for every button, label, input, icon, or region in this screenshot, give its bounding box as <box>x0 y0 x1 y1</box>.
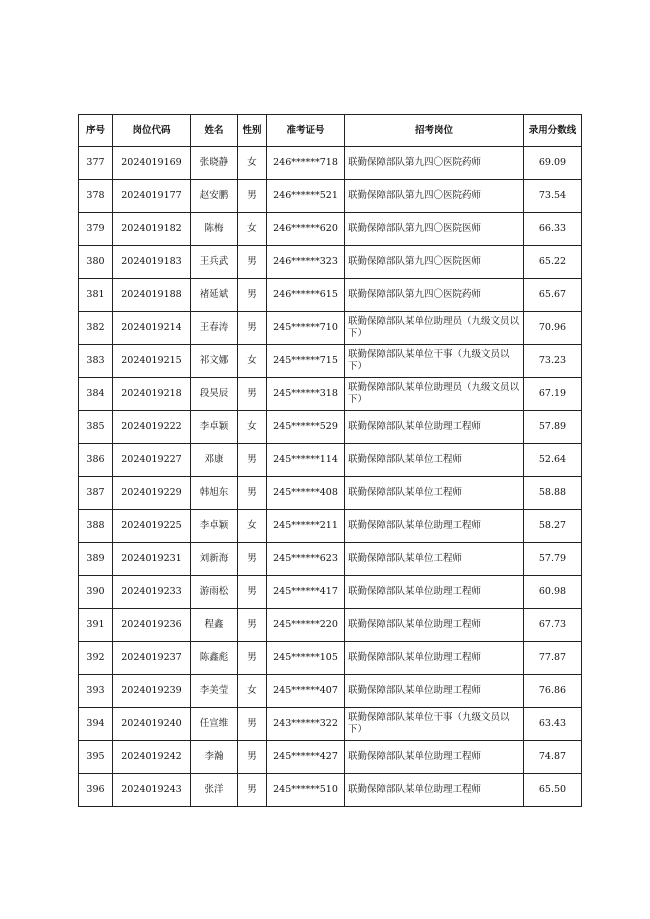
score-line-cell: 57.89 <box>524 411 582 444</box>
header-row <box>79 115 582 147</box>
serial-cell: 385 <box>79 411 113 444</box>
gender-cell: 男 <box>238 609 267 642</box>
gender-cell: 女 <box>238 147 267 180</box>
post-code-cell: 2024019225 <box>113 510 191 543</box>
post-code-cell: 2024019229 <box>113 477 191 510</box>
serial-cell: 379 <box>79 213 113 246</box>
post-code-cell: 2024019218 <box>113 378 191 411</box>
recruit-post-cell: 联勤保障部队某单位助理工程师 <box>345 675 524 708</box>
ticket-number-cell: 245******715 <box>267 345 345 378</box>
table-row <box>79 675 582 708</box>
recruit-post-cell: 联勤保障部队某单位助理工程师 <box>345 642 524 675</box>
ticket-number-cell: 245******105 <box>267 642 345 675</box>
post-code-cell: 2024019227 <box>113 444 191 477</box>
ticket-number-cell: 246******323 <box>267 246 345 279</box>
gender-cell: 女 <box>238 675 267 708</box>
ticket-number-cell: 245******529 <box>267 411 345 444</box>
score-line-cell: 65.67 <box>524 279 582 312</box>
score-line-cell: 70.96 <box>524 312 582 345</box>
serial-cell: 389 <box>79 543 113 576</box>
serial-cell: 387 <box>79 477 113 510</box>
name-cell: 陈鑫彪 <box>191 642 238 675</box>
gender-cell: 男 <box>238 312 267 345</box>
table-row <box>79 444 582 477</box>
recruit-post-cell: 联勤保障部队某单位助理工程师 <box>345 411 524 444</box>
gender-cell: 女 <box>238 213 267 246</box>
score-line-cell: 65.22 <box>524 246 582 279</box>
score-line-cell: 74.87 <box>524 741 582 774</box>
name-cell: 刘新海 <box>191 543 238 576</box>
ticket-number-cell: 245******510 <box>267 774 345 807</box>
name-cell: 张洋 <box>191 774 238 807</box>
score-line-cell: 58.27 <box>524 510 582 543</box>
score-line-cell: 60.98 <box>524 576 582 609</box>
table-row <box>79 510 582 543</box>
score-line-cell: 67.19 <box>524 378 582 411</box>
post-code-cell: 2024019169 <box>113 147 191 180</box>
name-cell: 王春涛 <box>191 312 238 345</box>
serial-cell: 391 <box>79 609 113 642</box>
table-row <box>79 477 582 510</box>
score-line-cell: 67.73 <box>524 609 582 642</box>
serial-cell: 395 <box>79 741 113 774</box>
score-line-cell: 73.23 <box>524 345 582 378</box>
recruit-post-cell: 联勤保障部队第九四〇医院药师 <box>345 147 524 180</box>
table-row <box>79 708 582 741</box>
post-code-cell: 2024019177 <box>113 180 191 213</box>
gender-cell: 女 <box>238 345 267 378</box>
ticket-number-cell: 245******211 <box>267 510 345 543</box>
score-line-cell: 52.64 <box>524 444 582 477</box>
table-row <box>79 378 582 411</box>
name-cell: 陈梅 <box>191 213 238 246</box>
recruit-post-cell: 联勤保障部队某单位工程师 <box>345 477 524 510</box>
header-gender: 性别 <box>238 115 267 147</box>
gender-cell: 男 <box>238 543 267 576</box>
ticket-number-cell: 245******623 <box>267 543 345 576</box>
recruit-post-cell: 联勤保障部队某单位助理工程师 <box>345 510 524 543</box>
score-line-cell: 65.50 <box>524 774 582 807</box>
gender-cell: 男 <box>238 741 267 774</box>
ticket-number-cell: 245******427 <box>267 741 345 774</box>
table-row <box>79 774 582 807</box>
name-cell: 褚延斌 <box>191 279 238 312</box>
recruit-post-cell: 联勤保障部队某单位干事（九级文员以下） <box>345 708 524 741</box>
ticket-number-cell: 245******710 <box>267 312 345 345</box>
serial-cell: 380 <box>79 246 113 279</box>
recruit-post-cell: 联勤保障部队第九四〇医院医师 <box>345 246 524 279</box>
recruit-post-cell: 联勤保障部队第九四〇医院医师 <box>345 213 524 246</box>
gender-cell: 男 <box>238 477 267 510</box>
table-row <box>79 345 582 378</box>
post-code-cell: 2024019243 <box>113 774 191 807</box>
score-line-cell: 76.86 <box>524 675 582 708</box>
table-row <box>79 213 582 246</box>
serial-cell: 396 <box>79 774 113 807</box>
table-row <box>79 279 582 312</box>
recruit-post-cell: 联勤保障部队某单位助理工程师 <box>345 741 524 774</box>
ticket-number-cell: 246******615 <box>267 279 345 312</box>
post-code-cell: 2024019222 <box>113 411 191 444</box>
ticket-number-cell: 245******220 <box>267 609 345 642</box>
table-body <box>79 147 582 807</box>
post-code-cell: 2024019215 <box>113 345 191 378</box>
serial-cell: 382 <box>79 312 113 345</box>
recruit-post-cell: 联勤保障部队某单位助理工程师 <box>345 774 524 807</box>
name-cell: 李瀚 <box>191 741 238 774</box>
recruit-post-cell: 联勤保障部队第九四〇医院药师 <box>345 279 524 312</box>
name-cell: 赵安鹏 <box>191 180 238 213</box>
serial-cell: 393 <box>79 675 113 708</box>
gender-cell: 男 <box>238 708 267 741</box>
serial-cell: 386 <box>79 444 113 477</box>
serial-cell: 377 <box>79 147 113 180</box>
recruit-post-cell: 联勤保障部队某单位工程师 <box>345 444 524 477</box>
gender-cell: 男 <box>238 444 267 477</box>
results-table <box>78 114 582 807</box>
gender-cell: 女 <box>238 411 267 444</box>
table-row <box>79 180 582 213</box>
recruit-post-cell: 联勤保障部队第九四〇医院药师 <box>345 180 524 213</box>
name-cell: 邓康 <box>191 444 238 477</box>
name-cell: 祁文娜 <box>191 345 238 378</box>
name-cell: 张晓静 <box>191 147 238 180</box>
header-post-code: 岗位代码 <box>113 115 191 147</box>
name-cell: 李卓颖 <box>191 510 238 543</box>
gender-cell: 男 <box>238 774 267 807</box>
post-code-cell: 2024019236 <box>113 609 191 642</box>
name-cell: 王兵武 <box>191 246 238 279</box>
recruit-post-cell: 联勤保障部队某单位助理员（九级文员以下） <box>345 312 524 345</box>
ticket-number-cell: 246******521 <box>267 180 345 213</box>
header-ticket-number: 准考证号 <box>267 115 345 147</box>
serial-cell: 394 <box>79 708 113 741</box>
serial-cell: 378 <box>79 180 113 213</box>
name-cell: 任宣维 <box>191 708 238 741</box>
serial-cell: 381 <box>79 279 113 312</box>
recruit-post-cell: 联勤保障部队某单位助理员（九级文员以下） <box>345 378 524 411</box>
recruit-post-cell: 联勤保障部队某单位助理工程师 <box>345 609 524 642</box>
post-code-cell: 2024019239 <box>113 675 191 708</box>
post-code-cell: 2024019240 <box>113 708 191 741</box>
table-row <box>79 411 582 444</box>
score-line-cell: 63.43 <box>524 708 582 741</box>
gender-cell: 男 <box>238 279 267 312</box>
serial-cell: 384 <box>79 378 113 411</box>
table-row <box>79 609 582 642</box>
name-cell: 韩旭东 <box>191 477 238 510</box>
post-code-cell: 2024019182 <box>113 213 191 246</box>
post-code-cell: 2024019237 <box>113 642 191 675</box>
ticket-number-cell: 245******318 <box>267 378 345 411</box>
ticket-number-cell: 245******417 <box>267 576 345 609</box>
gender-cell: 女 <box>238 510 267 543</box>
score-line-cell: 66.33 <box>524 213 582 246</box>
post-code-cell: 2024019188 <box>113 279 191 312</box>
gender-cell: 男 <box>238 246 267 279</box>
table-row <box>79 312 582 345</box>
score-line-cell: 73.54 <box>524 180 582 213</box>
table-row <box>79 741 582 774</box>
post-code-cell: 2024019183 <box>113 246 191 279</box>
header-name: 姓名 <box>191 115 238 147</box>
table-row <box>79 642 582 675</box>
post-code-cell: 2024019214 <box>113 312 191 345</box>
post-code-cell: 2024019233 <box>113 576 191 609</box>
serial-cell: 392 <box>79 642 113 675</box>
gender-cell: 男 <box>238 180 267 213</box>
name-cell: 李美莹 <box>191 675 238 708</box>
score-line-cell: 69.09 <box>524 147 582 180</box>
table-row <box>79 576 582 609</box>
gender-cell: 男 <box>238 642 267 675</box>
recruit-post-cell: 联勤保障部队某单位工程师 <box>345 543 524 576</box>
ticket-number-cell: 245******114 <box>267 444 345 477</box>
name-cell: 游雨松 <box>191 576 238 609</box>
gender-cell: 男 <box>238 378 267 411</box>
header-recruit-post: 招考岗位 <box>345 115 524 147</box>
ticket-number-cell: 245******408 <box>267 477 345 510</box>
name-cell: 李卓颖 <box>191 411 238 444</box>
score-line-cell: 57.79 <box>524 543 582 576</box>
name-cell: 程鑫 <box>191 609 238 642</box>
table-row <box>79 147 582 180</box>
serial-cell: 383 <box>79 345 113 378</box>
ticket-number-cell: 243******322 <box>267 708 345 741</box>
post-code-cell: 2024019231 <box>113 543 191 576</box>
ticket-number-cell: 246******718 <box>267 147 345 180</box>
ticket-number-cell: 246******620 <box>267 213 345 246</box>
serial-cell: 390 <box>79 576 113 609</box>
recruit-post-cell: 联勤保障部队某单位助理工程师 <box>345 576 524 609</box>
table-row <box>79 246 582 279</box>
recruit-post-cell: 联勤保障部队某单位干事（九级文员以下） <box>345 345 524 378</box>
score-line-cell: 77.87 <box>524 642 582 675</box>
name-cell: 段昊辰 <box>191 378 238 411</box>
header-serial: 序号 <box>79 115 113 147</box>
post-code-cell: 2024019242 <box>113 741 191 774</box>
serial-cell: 388 <box>79 510 113 543</box>
gender-cell: 男 <box>238 576 267 609</box>
ticket-number-cell: 245******407 <box>267 675 345 708</box>
header-score-line: 录用分数线 <box>524 115 582 147</box>
score-line-cell: 58.88 <box>524 477 582 510</box>
table-row <box>79 543 582 576</box>
